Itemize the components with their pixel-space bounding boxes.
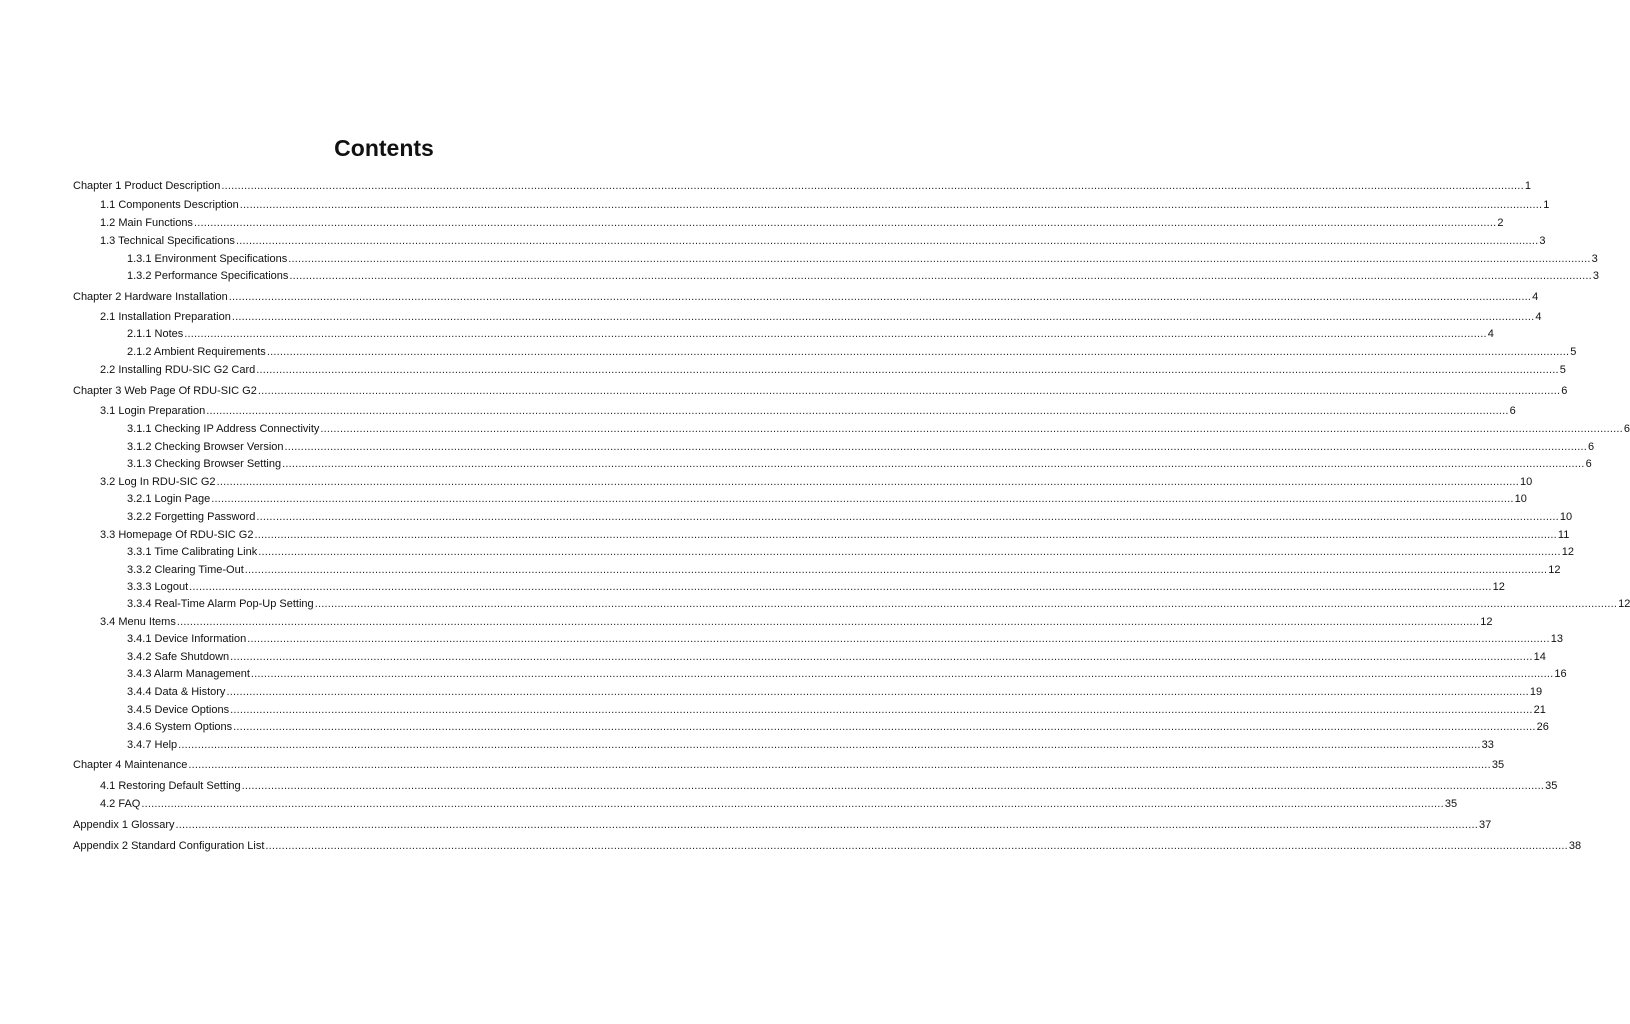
toc-page-number: 10: [1514, 493, 1527, 505]
toc-dot-leader: ................................................................................................................................................................................................................................................................................................................................................................................................................: [216, 476, 1520, 488]
toc-entry-title: Appendix 1 Glossary: [73, 819, 175, 831]
toc-entry[interactable]: [73, 758, 1505, 773]
toc-entry-title: 3.4.4 Data & History: [127, 686, 226, 698]
toc-page-number: 1: [1543, 199, 1550, 211]
toc-entry[interactable]: [73, 839, 1582, 854]
toc-entry-title: Chapter 3 Web Page Of RDU-SIC G2: [73, 385, 257, 397]
toc-entry[interactable]: [127, 492, 1527, 507]
toc-dot-leader: ................................................................................................................................................................................................................................................................................................................................................................................................................: [141, 798, 1444, 810]
toc-page-number: 3: [1539, 235, 1546, 247]
toc-entry-title: 3.1 Login Preparation: [100, 405, 206, 417]
toc-entry-title: 3.3.2 Clearing Time-Out: [127, 564, 244, 576]
toc-entry[interactable]: [73, 290, 1539, 305]
toc-dot-leader: ................................................................................................................................................................................................................................................................................................................................................................................................................: [250, 668, 1554, 680]
toc-entry-title: 1.3 Technical Specifications: [100, 235, 235, 247]
toc-page-number: 19: [1529, 686, 1543, 698]
toc-dot-leader: ................................................................................................................................................................................................................................................................................................................................................................................................................: [320, 423, 1623, 435]
toc-page-number: 12: [1561, 546, 1574, 558]
toc-dot-leader: ................................................................................................................................................................................................................................................................................................................................................................................................................: [258, 546, 1561, 558]
toc-entry[interactable]: [127, 327, 1494, 342]
toc-dot-leader: ................................................................................................................................................................................................................................................................................................................................................................................................................: [221, 180, 1524, 192]
toc-entry[interactable]: [127, 345, 1577, 360]
toc-entry[interactable]: [127, 632, 1563, 647]
toc-dot-leader: ................................................................................................................................................................................................................................................................................................................................................................................................................: [206, 405, 1509, 417]
toc-dot-leader: ................................................................................................................................................................................................................................................................................................................................................................................................................: [247, 633, 1550, 645]
toc-entry-title: 3.2.2 Forgetting Password: [127, 511, 256, 523]
toc-page-number: 12: [1492, 581, 1505, 593]
toc-entry[interactable]: [127, 440, 1595, 455]
toc-entry-title: 3.1.3 Checking Browser Setting: [127, 458, 282, 470]
toc-entry[interactable]: [127, 720, 1549, 735]
toc-entry-title: Appendix 2 Standard Configuration List: [73, 840, 265, 852]
toc-entry-title: 1.2 Main Functions: [100, 217, 193, 229]
toc-entry[interactable]: [127, 510, 1573, 525]
toc-dot-leader: ................................................................................................................................................................................................................................................................................................................................................................................................................: [254, 529, 1557, 541]
toc-dot-leader: ................................................................................................................................................................................................................................................................................................................................................................................................................: [193, 217, 1497, 229]
toc-dot-leader: ................................................................................................................................................................................................................................................................................................................................................................................................................: [188, 759, 1491, 771]
toc-entry-title: 4.1 Restoring Default Setting: [100, 780, 241, 792]
toc-dot-leader: ................................................................................................................................................................................................................................................................................................................................................................................................................: [228, 291, 1532, 303]
toc-entry[interactable]: [100, 234, 1546, 249]
toc-entry-title: 3.3.3 Logout: [127, 581, 189, 593]
toc-entry[interactable]: [127, 422, 1630, 437]
toc-page-number: 6: [1585, 458, 1592, 470]
toc-entry-title: 3.1.1 Checking IP Address Connectivity: [127, 423, 320, 435]
toc-entry[interactable]: [127, 703, 1546, 718]
toc-page-number: 4: [1487, 328, 1494, 340]
toc-entry-title: Chapter 4 Maintenance: [73, 759, 188, 771]
toc-dot-leader: ................................................................................................................................................................................................................................................................................................................................................................................................................: [184, 328, 1487, 340]
toc-dot-leader: ................................................................................................................................................................................................................................................................................................................................................................................................................: [189, 581, 1492, 593]
toc-entry-title: 3.3.4 Real-Time Alarm Pop-Up Setting: [127, 598, 314, 610]
toc-page-number: 1: [1524, 180, 1531, 192]
toc-entry-title: 3.4.2 Safe Shutdown: [127, 651, 230, 663]
toc-entry[interactable]: [127, 580, 1505, 595]
toc-entry[interactable]: [73, 384, 1568, 399]
page-title: Contents: [334, 135, 434, 162]
toc-dot-leader: ................................................................................................................................................................................................................................................................................................................................................................................................................: [257, 385, 1561, 397]
toc-page-number: 35: [1491, 759, 1505, 771]
toc-entry-title: 3.3 Homepage Of RDU-SIC G2: [100, 529, 254, 541]
toc-entry-title: 3.4.7 Help: [127, 739, 178, 751]
toc-entry[interactable]: [100, 475, 1533, 490]
toc-entry-title: 1.1 Components Description: [100, 199, 239, 211]
toc-dot-leader: ................................................................................................................................................................................................................................................................................................................................................................................................................: [176, 616, 1480, 628]
toc-dot-leader: ................................................................................................................................................................................................................................................................................................................................................................................................................: [230, 651, 1533, 663]
toc-page-number: 12: [1480, 616, 1493, 628]
toc-page-number: 16: [1554, 668, 1567, 680]
toc-dot-leader: ................................................................................................................................................................................................................................................................................................................................................................................................................: [178, 739, 1481, 751]
toc-page-number: 6: [1561, 385, 1568, 397]
toc-entry-title: 4.2 FAQ: [100, 798, 141, 810]
toc-dot-leader: ................................................................................................................................................................................................................................................................................................................................................................................................................: [265, 840, 1568, 852]
toc-page-number: 10: [1559, 511, 1573, 523]
toc-entry[interactable]: [127, 563, 1561, 578]
toc-dot-leader: ................................................................................................................................................................................................................................................................................................................................................................................................................: [175, 819, 1478, 831]
toc-page-number: 5: [1570, 346, 1577, 358]
toc-page-number: 4: [1535, 311, 1542, 323]
toc-dot-leader: ................................................................................................................................................................................................................................................................................................................................................................................................................: [235, 235, 1539, 247]
toc-entry-title: 3.4 Menu Items: [100, 616, 176, 628]
toc-dot-leader: ................................................................................................................................................................................................................................................................................................................................................................................................................: [226, 686, 1529, 698]
toc-page-number: 12: [1618, 598, 1630, 610]
toc-page-number: 14: [1533, 651, 1546, 663]
toc-entry-title: 3.3.1 Time Calibrating Link: [127, 546, 258, 558]
toc-entry-title: 2.1.1 Notes: [127, 328, 184, 340]
toc-dot-leader: ................................................................................................................................................................................................................................................................................................................................................................................................................: [284, 441, 1587, 453]
toc-entry[interactable]: [100, 363, 1566, 378]
toc-dot-leader: ................................................................................................................................................................................................................................................................................................................................................................................................................: [289, 270, 1592, 282]
toc-page-number: 6: [1588, 441, 1595, 453]
toc-entry[interactable]: [100, 797, 1458, 812]
toc-dot-leader: ................................................................................................................................................................................................................................................................................................................................................................................................................: [211, 493, 1514, 505]
toc-page-number: 13: [1550, 633, 1563, 645]
toc-dot-leader: ................................................................................................................................................................................................................................................................................................................................................................................................................: [256, 364, 1559, 376]
toc-entry[interactable]: [73, 818, 1492, 833]
toc-entry[interactable]: [100, 310, 1542, 325]
toc-dot-leader: ................................................................................................................................................................................................................................................................................................................................................................................................................: [282, 458, 1585, 470]
toc-entry-title: 3.2.1 Login Page: [127, 493, 211, 505]
toc-entry-title: 3.1.2 Checking Browser Version: [127, 441, 284, 453]
toc-dot-leader: ................................................................................................................................................................................................................................................................................................................................................................................................................: [241, 780, 1545, 792]
toc-page-number: 6: [1509, 405, 1516, 417]
toc-page-number: 35: [1545, 780, 1558, 792]
toc-entry[interactable]: [73, 179, 1531, 194]
toc-page-number: 38: [1568, 840, 1582, 852]
toc-entry[interactable]: [127, 269, 1600, 284]
toc-page-number: 2: [1497, 217, 1504, 229]
toc-dot-leader: ................................................................................................................................................................................................................................................................................................................................................................................................................: [314, 598, 1618, 610]
toc-page-number: 37: [1478, 819, 1492, 831]
toc-entry-title: Chapter 2 Hardware Installation: [73, 291, 228, 303]
toc-dot-leader: ................................................................................................................................................................................................................................................................................................................................................................................................................: [288, 253, 1591, 265]
toc-page-number: 11: [1557, 529, 1570, 541]
toc-entry-title: 2.1.2 Ambient Requirements: [127, 346, 266, 358]
toc-entry-title: 1.3.1 Environment Specifications: [127, 253, 288, 265]
toc-entry-title: Chapter 1 Product Description: [73, 180, 221, 192]
toc-dot-leader: ................................................................................................................................................................................................................................................................................................................................................................................................................: [256, 511, 1559, 523]
toc-entry[interactable]: [100, 615, 1493, 630]
toc-entry[interactable]: [100, 216, 1504, 231]
toc-entry-title: 3.4.5 Device Options: [127, 704, 230, 716]
toc-entry[interactable]: [127, 650, 1546, 665]
toc-dot-leader: ................................................................................................................................................................................................................................................................................................................................................................................................................: [233, 721, 1536, 733]
toc-dot-leader: ................................................................................................................................................................................................................................................................................................................................................................................................................: [239, 199, 1543, 211]
toc-entry[interactable]: [100, 528, 1570, 543]
toc-dot-leader: ................................................................................................................................................................................................................................................................................................................................................................................................................: [230, 704, 1533, 716]
toc-entry-title: 2.2 Installing RDU-SIC G2 Card: [100, 364, 256, 376]
toc-entry[interactable]: [127, 545, 1574, 560]
toc-entry[interactable]: [127, 252, 1598, 267]
toc-entry[interactable]: [127, 667, 1567, 682]
toc-entry[interactable]: [100, 779, 1558, 794]
toc-page-number: 21: [1533, 704, 1546, 716]
toc-entry-title: 2.1 Installation Preparation: [100, 311, 231, 323]
toc-entry[interactable]: [127, 597, 1630, 612]
toc-entry[interactable]: [127, 738, 1494, 753]
toc-page-number: 4: [1532, 291, 1539, 303]
toc-entry-title: 3.4.6 System Options: [127, 721, 233, 733]
toc-entry-title: 3.4.1 Device Information: [127, 633, 247, 645]
toc-entry[interactable]: [127, 685, 1543, 700]
toc-entry-title: 3.4.3 Alarm Management: [127, 668, 250, 680]
toc-page-number: 35: [1444, 798, 1458, 810]
toc-page-number: 3: [1592, 270, 1600, 282]
toc-entry-title: 3.2 Log In RDU-SIC G2: [100, 476, 216, 488]
toc-page-number: 6: [1623, 423, 1630, 435]
toc-page-number: 3: [1591, 253, 1598, 265]
toc-page-number: 33: [1481, 739, 1494, 751]
toc-page-number: 12: [1548, 564, 1561, 576]
toc-entry-title: 1.3.2 Performance Specifications: [127, 270, 289, 282]
toc-entry[interactable]: [100, 404, 1516, 419]
toc-page-number: 5: [1559, 364, 1566, 376]
toc-page-number: 26: [1536, 721, 1549, 733]
toc-entry[interactable]: [127, 457, 1592, 472]
toc-dot-leader: ................................................................................................................................................................................................................................................................................................................................................................................................................: [244, 564, 1548, 576]
toc-page-number: 10: [1520, 476, 1533, 488]
toc-dot-leader: ................................................................................................................................................................................................................................................................................................................................................................................................................: [231, 311, 1535, 323]
toc-dot-leader: ................................................................................................................................................................................................................................................................................................................................................................................................................: [266, 346, 1570, 358]
toc-entry[interactable]: [100, 198, 1550, 213]
